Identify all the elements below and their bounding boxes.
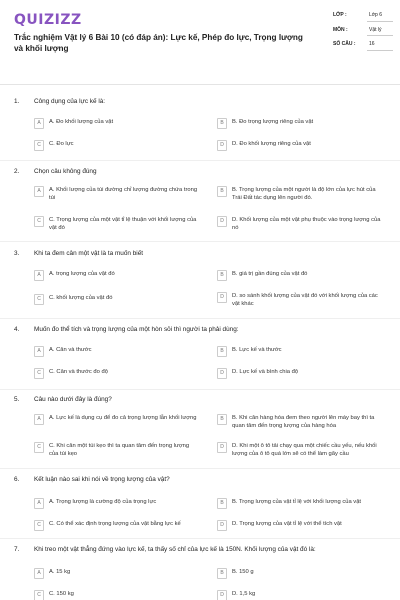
option-letter: A [34, 498, 44, 509]
option-text: B. Trọng lượng của một người là độ lớn của lực hút của Trái Đất tác dụng lên người đó. [232, 187, 376, 201]
option-text: B. giá trị gần đúng của vật đó [232, 271, 308, 277]
option-text: A. 15 kg [49, 569, 71, 575]
option-letter: C [34, 368, 44, 379]
question-header [14, 168, 374, 175]
option-letter: B [217, 118, 227, 129]
option-text: D. Đo khối lượng riêng của vật [232, 141, 311, 147]
option-a[interactable] [34, 414, 199, 425]
option-letter: B [217, 270, 227, 281]
option-letter: B [217, 568, 227, 579]
option-text: C. Đo lực [49, 141, 74, 147]
option-letter: C [34, 520, 44, 531]
option-text: C. Trọng lượng của một vật tỉ lệ thuận với khối lượng của vật đó [49, 217, 197, 231]
option-letter: D [217, 590, 227, 600]
question-header [14, 476, 374, 483]
question-number: 4. [14, 326, 20, 333]
question-divider [0, 538, 400, 539]
option-letter: D [217, 368, 227, 379]
meta-class [333, 12, 393, 22]
option-text: B. Khi cân hàng hóa đem theo người lên máy bay thì ta quan tâm đến trọng lượng của hàng hóa [232, 415, 375, 429]
question-header [14, 546, 374, 553]
option-letter: D [217, 520, 227, 531]
question-divider [0, 241, 400, 242]
option-letter: A [34, 186, 44, 197]
question-text: Kết luận nào sai khi nói về trọng lượng của vật? [34, 476, 170, 483]
option-letter: C [34, 294, 44, 305]
question-text: Công dụng của lực kế là: [34, 98, 106, 105]
option-text: D. 1,5 kg [232, 591, 256, 597]
option-letter: D [217, 442, 227, 453]
option-text: A. Trọng lượng là cường độ của trọng lực [49, 499, 157, 505]
option-a[interactable] [34, 270, 199, 281]
option-b[interactable] [217, 118, 382, 129]
option-d[interactable] [217, 520, 400, 531]
question-number: 7. [14, 546, 20, 553]
option-d[interactable] [217, 442, 382, 458]
question-header [14, 98, 374, 105]
question-number: 2. [14, 168, 20, 175]
question-text: Khi ta đem cân một vật là ta muốn biết [34, 250, 144, 257]
option-letter: C [34, 442, 44, 453]
class-value: Lớp 6 [367, 12, 393, 22]
option-d[interactable] [217, 590, 382, 600]
question-header [14, 396, 374, 403]
count-label: SỐ CÂU : [333, 41, 356, 47]
option-text: B. Đo trọng lượng riêng của vật [232, 119, 314, 125]
question-header [14, 250, 374, 257]
question-text: Chọn câu không đúng [34, 168, 97, 175]
option-text: C. Khi cân một túi kẹo thì ta quan tâm đến trọng lượng của túi kẹo [49, 443, 190, 457]
option-text: C. 150 kg [49, 591, 74, 597]
option-text: A. Lực kế là dụng cụ để đo cả trọng lượng lẫn khối lượng [49, 415, 197, 421]
option-c[interactable] [34, 590, 199, 600]
option-text: C. Có thể xác định trọng lượng của vật bằng lực kế [49, 521, 181, 527]
worksheet-header [0, 0, 400, 84]
option-a[interactable] [34, 498, 199, 509]
question-text: Khi treo một vật thẳng đứng vào lực kế, ta thấy số chỉ của lực kế là 150N. Khối lượng của vật đó là: [34, 546, 316, 553]
subject-value: Vật lý [367, 27, 393, 37]
option-letter: B [217, 498, 227, 509]
option-text: A. Khối lượng của túi đường chỉ lượng đường chứa trong túi [49, 187, 198, 201]
option-c[interactable] [34, 294, 199, 305]
question-number: 5. [14, 396, 20, 403]
option-text: D. Trọng lượng của vật tỉ lệ với thể tích vật [232, 521, 342, 527]
option-c[interactable] [34, 140, 199, 151]
option-a[interactable] [34, 118, 199, 129]
option-c[interactable] [34, 520, 219, 531]
option-d[interactable] [217, 216, 382, 232]
option-b[interactable] [217, 568, 382, 579]
option-letter: A [34, 346, 44, 357]
question-text: Câu nào dưới đây là đúng? [34, 396, 112, 403]
subject-label: MÔN : [333, 26, 348, 33]
option-text: B. 150 g [232, 569, 254, 575]
option-text: B. Lực kế và thước [232, 347, 282, 353]
option-text: D. so sánh khối lượng của vật đó với khối lượng của các vật khác [232, 293, 378, 307]
option-b[interactable] [217, 498, 400, 509]
meta-subject [333, 27, 393, 37]
option-letter: A [34, 414, 44, 425]
question-number: 1. [14, 98, 20, 105]
option-c[interactable] [34, 368, 199, 379]
option-letter: C [34, 216, 44, 227]
question-divider [0, 160, 400, 161]
quizizz-logo: QUIZIZZ [14, 12, 82, 28]
option-letter: A [34, 568, 44, 579]
option-a[interactable] [34, 186, 199, 202]
option-letter: B [217, 346, 227, 357]
question-number: 6. [14, 476, 20, 483]
option-c[interactable] [34, 442, 199, 458]
option-b[interactable] [217, 270, 382, 281]
option-b[interactable] [217, 346, 382, 357]
option-letter: B [217, 414, 227, 425]
worksheet-meta [333, 12, 393, 56]
question-divider [0, 468, 400, 469]
option-letter: C [34, 140, 44, 151]
option-b[interactable] [217, 186, 382, 202]
option-text: A. trọng lượng của vật đó [49, 271, 115, 277]
question-number: 3. [14, 250, 20, 257]
option-text: B. Trọng lượng của vật tỉ lệ với khối lượng của vật [232, 499, 362, 505]
option-letter: D [217, 140, 227, 151]
question-divider [0, 389, 400, 390]
option-a[interactable] [34, 346, 199, 357]
header-divider [0, 84, 400, 85]
option-letter: D [217, 292, 227, 303]
option-letter: B [217, 186, 227, 197]
question-text: Muốn đo thể tích và trọng lượng của một hòn sỏi thì người ta phải dùng: [34, 326, 239, 333]
option-text: A. Đo khối lượng của vật [49, 119, 114, 125]
option-a[interactable] [34, 568, 199, 579]
meta-count [333, 41, 393, 51]
option-text: C. khối lượng của vật đó [49, 295, 113, 301]
option-d[interactable] [217, 292, 382, 308]
option-d[interactable] [217, 140, 382, 151]
option-text: D. Khi một ô tô tải chạy qua một chiếc cầu yếu, nếu khối lượng của ô tô quá lớn sẽ có thể làm gãy cầu [232, 443, 377, 457]
question-header [14, 326, 374, 333]
option-text: C. Cân và thước đo độ [49, 369, 108, 375]
option-letter: D [217, 216, 227, 227]
option-text: D. Lực kế và bình chia độ [232, 369, 299, 375]
option-text: A. Cân và thước [49, 347, 92, 353]
option-text: D. Khối lượng của một vật phụ thuộc vào trọng lượng của nó [232, 217, 381, 231]
count-value: 16 [367, 41, 393, 51]
class-label: LỚP : [333, 12, 347, 18]
option-d[interactable] [217, 368, 382, 379]
option-letter: C [34, 590, 44, 600]
option-c[interactable] [34, 216, 199, 232]
question-divider [0, 318, 400, 319]
option-letter: A [34, 118, 44, 129]
option-letter: A [34, 270, 44, 281]
worksheet-title: Trắc nghiệm Vật lý 6 Bài 10 (có đáp án): Lực kế, Phép đo lực, Trọng lượng và khối lượng [14, 33, 303, 53]
option-b[interactable] [217, 414, 382, 430]
